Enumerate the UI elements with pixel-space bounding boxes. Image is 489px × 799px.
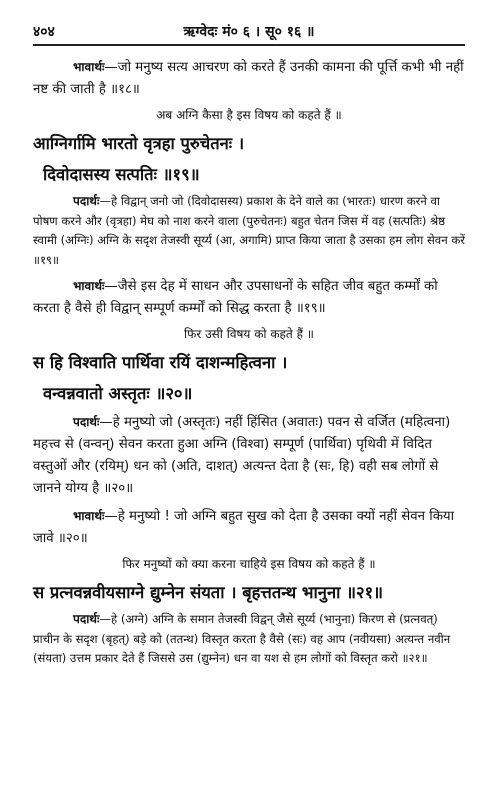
running-head: ऋग्वेदः मं० ६ । सू० १६ ॥ bbox=[183, 24, 315, 40]
bhavartha-text: —जो मनुष्य सत्य आचरण को करते हैं उनकी कामना की पूर्त्ति कभी भी नहीं नष्ट की जाती है ॥१८॥ bbox=[33, 60, 464, 97]
mantra-2-line-2: वन्वन्नवातो अस्तृतः ॥२०॥ bbox=[43, 384, 193, 403]
bhavartha-label: भावार्थः bbox=[73, 60, 105, 74]
bhavartha-label: भावार्थः bbox=[73, 509, 105, 523]
padartha-label: पदार्थः bbox=[73, 194, 100, 208]
page-header bbox=[33, 20, 465, 46]
mantra-1-line-2: दिवोदासस्य सत्पतिः ॥१९॥ bbox=[43, 165, 200, 184]
mantra-2-line-1: स हि विश्वाति पार्थिवा रयिं दाशन्महित्वना । bbox=[33, 353, 288, 372]
section-intro-3: फिर मनुष्यों को क्या करना चाहिये इस विषय को कहते हैं ॥ bbox=[122, 557, 376, 571]
section-intro-1: अब अग्नि कैसा है इस विषय को कहते हैं ॥ bbox=[156, 108, 342, 122]
page-number: ४०४ bbox=[33, 24, 55, 40]
padartha-label: पदार्थः bbox=[73, 612, 100, 626]
padartha-3 bbox=[33, 610, 465, 669]
padartha-2 bbox=[33, 411, 465, 500]
section-intro-2: फिर उसी विषय को कहते हैं ॥ bbox=[184, 327, 314, 341]
bhavartha-text: —जैसे इस देह में साधन और उपसाधनों के सहित जीव बहुत कर्म्मों को करता है वैसे ही विद्वान् सम्पूर्ण कर्म्मों को सिद्ध करता है ॥१९॥ bbox=[33, 279, 438, 316]
padartha-text: —हे (अग्ने) अग्नि के समान तेजस्वी विद्वन् जैसे सूर्य्य (भानुना) किरण से (प्रत्नवत्) प्राचीन के सदृश (बृहत्) बड़े को (ततन्थ) विस्तृत करता है वैसे (सः) वह आप (नवीयसा) अत्यन्त नवीन (संयता) उत्तम प्रकार देते हैं जिससे उस (द्युम्नेन) धन वा यश से हम लोगों को विस्तृत करो ॥२१॥ bbox=[33, 612, 451, 665]
padartha-text: —हे मनुष्यो जो (अस्तृतः) नहीं हिंसित (अवातः) पवन से वर्जित (महित्वना) महत्त्व से (वन्वन्) सेवन करता हुआ अग्नि (विश्वा) सम्पूर्ण (पार्थिवा) पृथिवी में विदित वस्तुओं और (रयिम्) धन को (अति, दाशत्) अत्यन्त देता है (सः, हि) वही सब लोगों से जानने योग्य है ॥२०॥ bbox=[33, 415, 451, 496]
padartha-text: —हे विद्वान् जनो जो (दिवोदासस्य) प्रकाश के देने वाले का (भारतः) धारण करने वा पोषण करने और (वृत्रहा) मेघ को नाश करने वाला (पुरुचेतनः) बहुत चेतन जिस में वह (सत्पतिः) श्रेष्ठ स्वामी (अग्निः) अग्नि के सदृश तेजस्वी सूर्य्य (आ, अगामि) प्राप्त किया जाता है उसका हम लोग सेवन करें ॥१९॥ bbox=[33, 194, 465, 267]
bhavartha-2 bbox=[33, 505, 465, 550]
mantra-1-line-1: आग्निर्गामि भारतो वृत्रहा पुरुचेतनः । bbox=[33, 134, 245, 153]
padartha-1 bbox=[33, 192, 465, 270]
padartha-label: पदार्थः bbox=[73, 415, 100, 429]
bhavartha-text: —हे मनुष्यो ! जो अग्नि बहुत सुख को देता है उसका क्यों नहीं सेवन किया जावे ॥२०॥ bbox=[33, 509, 455, 546]
bhavartha-1 bbox=[33, 275, 465, 320]
bhavartha-top bbox=[33, 56, 465, 101]
bhavartha-label: भावार्थः bbox=[73, 279, 105, 293]
mantra-3-line-1: स प्रत्नवन्नवीयसाग्ने द्युम्नेन संयता । बृहत्ततन्थ भानुना ॥२१॥ bbox=[33, 583, 384, 602]
